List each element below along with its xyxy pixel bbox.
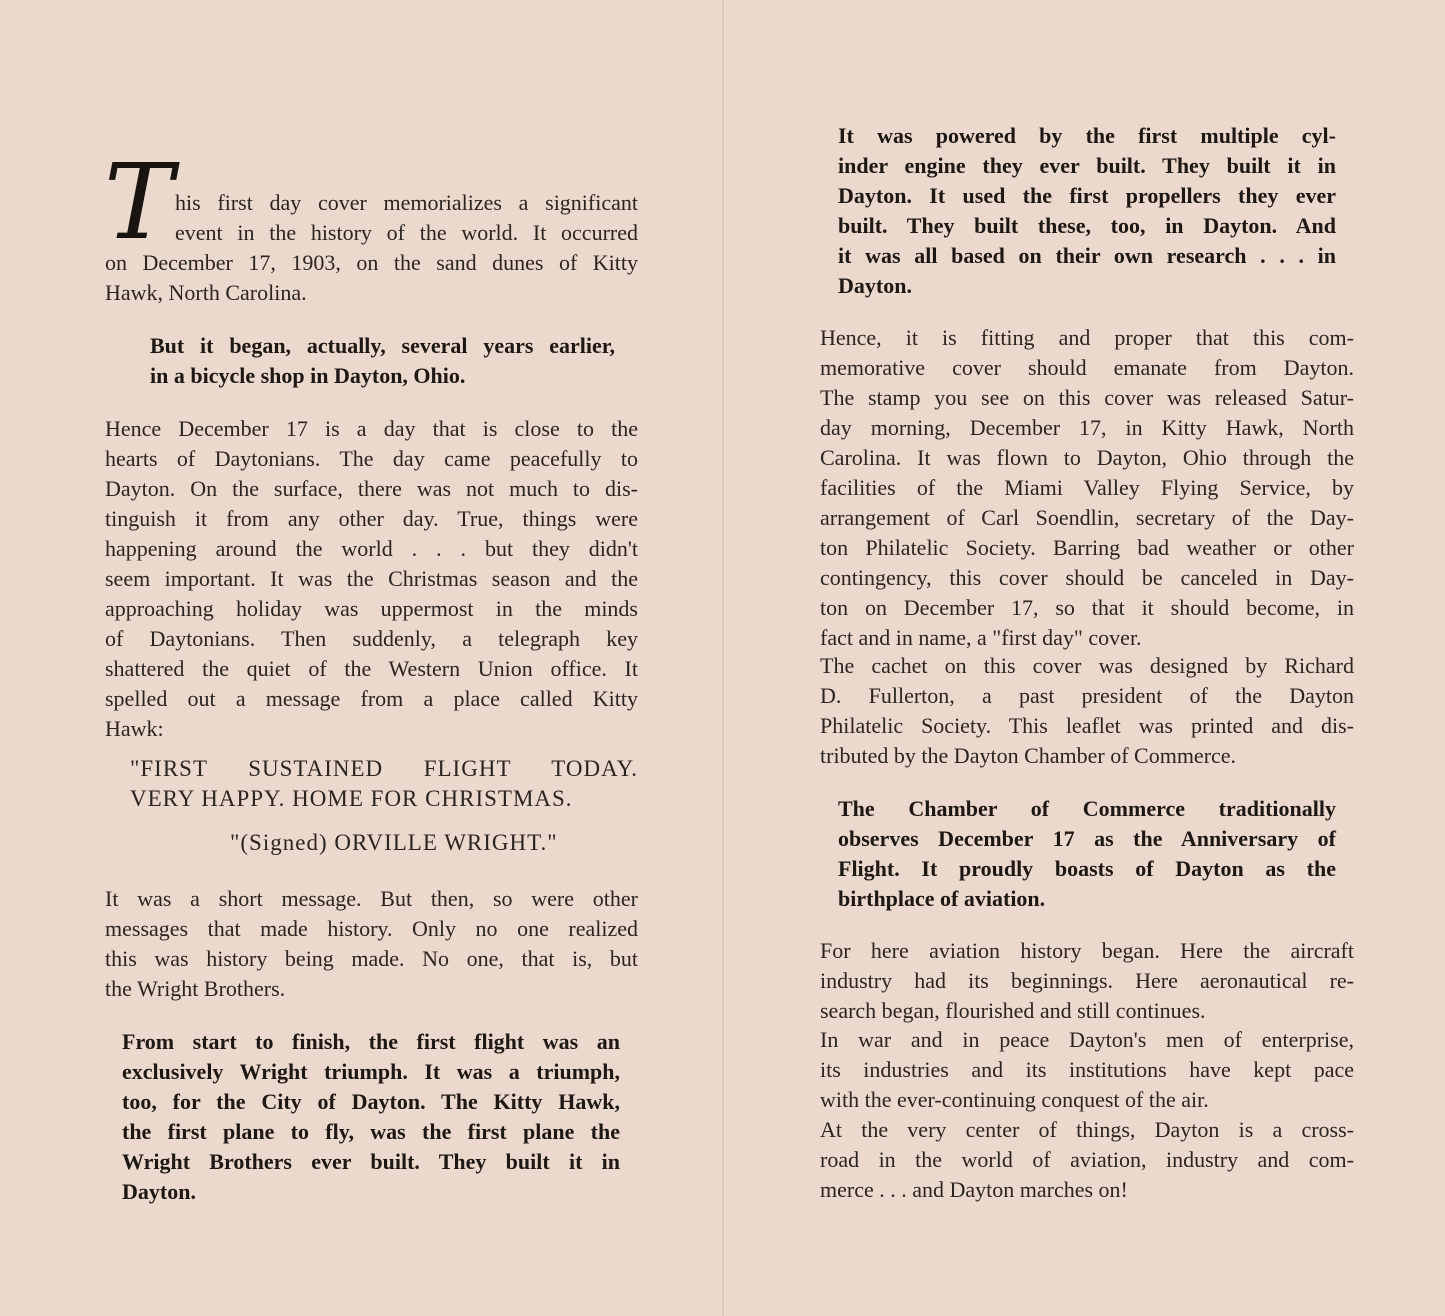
text-line: Dayton. On the surface, there was not much to dis- xyxy=(105,476,638,501)
text-line: Philatelic Society. This leaflet was printed and dis- xyxy=(820,713,1354,738)
text-line: "(Signed) ORVILLE WRIGHT." xyxy=(230,830,558,855)
text-line: VERY HAPPY. HOME FOR CHRISTMAS. xyxy=(130,786,573,811)
text-line: on December 17, 1903, on the sand dunes of Kitty xyxy=(105,250,638,275)
text-line: it was all based on their own research . . . in xyxy=(838,243,1336,268)
paragraph-war-and-peace xyxy=(820,1025,1354,1115)
paragraph-signature xyxy=(230,827,590,857)
text-line: merce . . . and Dayton marches on! xyxy=(820,1177,1128,1202)
text-line: seem important. It was the Christmas season and the xyxy=(105,566,638,591)
paragraph-intro xyxy=(105,188,638,308)
text-line: his first day cover memorializes a significant xyxy=(175,190,638,215)
text-line: shattered the quiet of the Western Union office. It xyxy=(105,656,638,681)
text-line: arrangement of Carl Soendlin, secretary of the Day- xyxy=(820,505,1354,530)
text-line: In war and in peace Dayton's men of enterprise, xyxy=(820,1027,1354,1052)
text-line: too, for the City of Dayton. The Kitty Hawk, xyxy=(122,1089,620,1114)
text-line: facilities of the Miami Valley Flying Service, by xyxy=(820,475,1354,500)
paragraph-chamber xyxy=(838,794,1336,914)
text-line: happening around the world . . . but they didn't xyxy=(105,536,638,561)
text-line: of Daytonians. Then suddenly, a telegraph key xyxy=(105,626,638,651)
paragraph-engine xyxy=(838,121,1336,301)
text-line: industry had its beginnings. Here aeronautical re- xyxy=(820,968,1354,993)
page-fold xyxy=(722,0,724,1316)
text-line: ton Philatelic Society. Barring bad weather or other xyxy=(820,535,1354,560)
text-line: the Wright Brothers. xyxy=(105,976,286,1001)
text-line: Carolina. It was flown to Dayton, Ohio through the xyxy=(820,445,1354,470)
text-line: hearts of Daytonians. The day came peacefully to xyxy=(105,446,638,471)
text-line: tinguish it from any other day. True, things were xyxy=(105,506,638,531)
text-line: exclusively Wright triumph. It was a triumph, xyxy=(122,1059,620,1084)
text-line: road in the world of aviation, industry and com- xyxy=(820,1147,1354,1172)
text-line: inder engine they ever built. They built it in xyxy=(838,153,1336,178)
text-line: It was powered by the first multiple cyl- xyxy=(838,123,1336,148)
text-line: Flight. It proudly boasts of Dayton as the xyxy=(838,856,1336,881)
text-line: It was a short message. But then, so were other xyxy=(105,886,638,911)
text-line: D. Fullerton, a past president of the Dayton xyxy=(820,683,1354,708)
text-line: Dayton. xyxy=(122,1179,196,1204)
text-line: Hence December 17 is a day that is close to the xyxy=(105,416,638,441)
text-line: fact and in name, a "first day" cover. xyxy=(820,625,1142,650)
text-line: Dayton. It used the first propellers they ever xyxy=(838,183,1336,208)
text-line: its industries and its institutions have kept pace xyxy=(820,1057,1354,1082)
text-line: From start to finish, the first flight was an xyxy=(122,1029,620,1054)
text-line: built. They built these, too, in Dayton. And xyxy=(838,213,1336,238)
text-line: event in the history of the world. It occurred xyxy=(175,220,638,245)
text-line: But it began, actually, several years earlier, xyxy=(150,333,615,358)
paragraph-crossroad xyxy=(820,1115,1354,1205)
text-line: this was history being made. No one, that is, but xyxy=(105,946,638,971)
text-line: search began, flourished and still continues. xyxy=(820,998,1206,1023)
text-line: spelled out a message from a place called Kitty xyxy=(105,686,638,711)
drop-cap: T xyxy=(104,141,174,263)
paragraph-short-message xyxy=(105,884,638,1004)
paragraph-start-to-finish xyxy=(122,1027,620,1207)
text-line: Dayton. xyxy=(838,273,912,298)
paragraph-fitting xyxy=(820,323,1354,653)
text-line: Wright Brothers ever built. They built it in xyxy=(122,1149,620,1174)
text-line: "FIRST SUSTAINED FLIGHT TODAY. xyxy=(130,756,638,781)
text-line: Hawk: xyxy=(105,716,164,741)
text-line: with the ever-continuing conquest of the air. xyxy=(820,1087,1209,1112)
text-line: birthplace of aviation. xyxy=(838,886,1046,911)
text-line: messages that made history. Only no one realized xyxy=(105,916,638,941)
text-line: The cachet on this cover was designed by Richard xyxy=(820,653,1354,678)
text-line: Hence, it is fitting and proper that this com- xyxy=(820,325,1354,350)
text-line: contingency, this cover should be canceled in Day- xyxy=(820,565,1354,590)
paragraph-bicycle-shop xyxy=(150,331,615,391)
text-line: day morning, December 17, in Kitty Hawk, North xyxy=(820,415,1354,440)
paragraph-december-17 xyxy=(105,414,638,744)
text-line: in a bicycle shop in Dayton, Ohio. xyxy=(150,363,466,388)
text-line: approaching holiday was uppermost in the minds xyxy=(105,596,638,621)
text-line: The Chamber of Commerce traditionally xyxy=(838,796,1336,821)
text-line: Hawk, North Carolina. xyxy=(105,280,307,305)
text-line: the first plane to fly, was the first plane the xyxy=(122,1119,620,1144)
text-line: memorative cover should emanate from Dayton. xyxy=(820,355,1354,380)
text-line: At the very center of things, Dayton is a cross- xyxy=(820,1117,1354,1142)
text-line: For here aviation history began. Here the aircraft xyxy=(820,938,1354,963)
text-line: observes December 17 as the Anniversary of xyxy=(838,826,1336,851)
paragraph-telegram xyxy=(130,753,638,813)
text-line: ton on December 17, so that it should become, in xyxy=(820,595,1354,620)
text-line: The stamp you see on this cover was released Satur- xyxy=(820,385,1354,410)
paragraph-cachet xyxy=(820,651,1354,771)
paragraph-history-began xyxy=(820,936,1354,1026)
text-line: tributed by the Dayton Chamber of Commerce. xyxy=(820,743,1237,768)
